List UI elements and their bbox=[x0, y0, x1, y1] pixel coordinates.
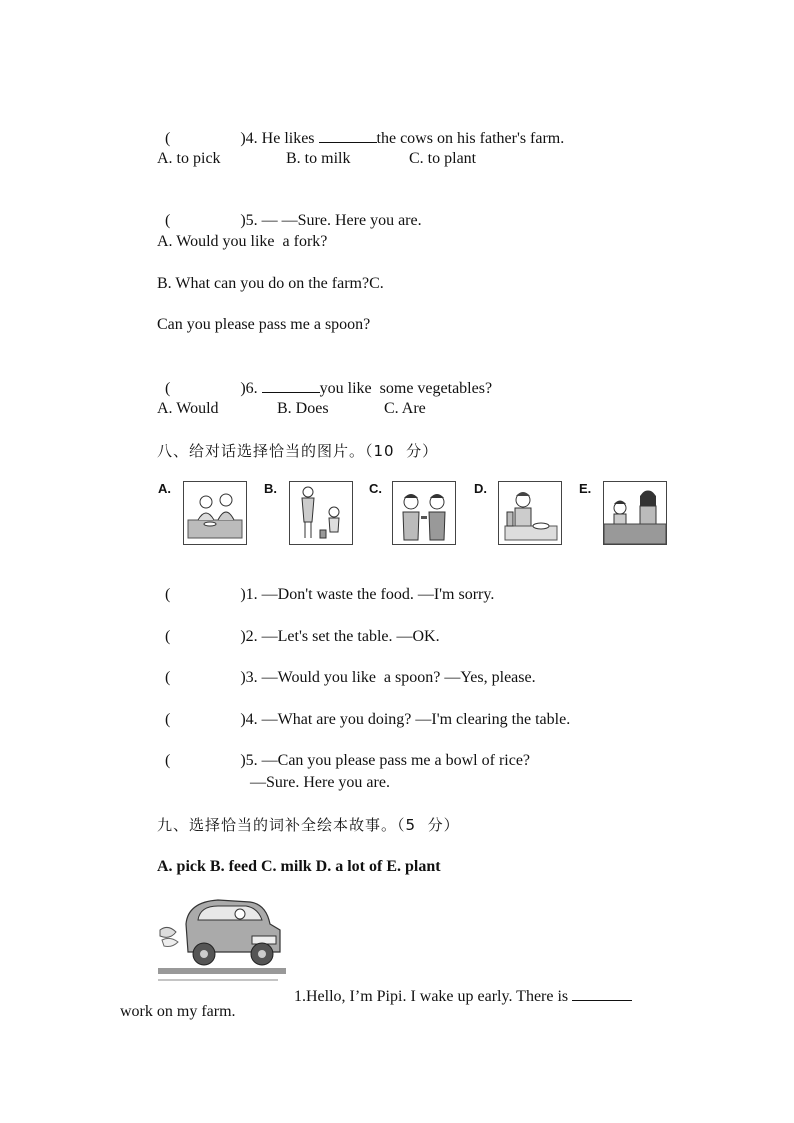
dialog-question-2 bbox=[157, 607, 440, 647]
dialog-question-4 bbox=[157, 690, 570, 730]
dialog-5-reply: —Sure. Here you are. bbox=[250, 774, 390, 791]
dialog-question-5 bbox=[157, 731, 530, 771]
option-b: B. Does bbox=[277, 400, 329, 417]
picture-a-family-dinner bbox=[183, 481, 247, 545]
option-a: A. Would you like a fork? bbox=[157, 233, 328, 250]
answer-paren: ( bbox=[165, 212, 171, 229]
answer-paren: ( bbox=[165, 669, 171, 686]
story-line-1-lead: 1.Hello, I’m Pipi. I wake up early. There is bbox=[294, 988, 573, 1005]
picture-label-a: A. bbox=[158, 481, 171, 496]
option-a: A. Would bbox=[157, 400, 219, 417]
question-5 bbox=[157, 191, 422, 231]
answer-paren: ( bbox=[165, 628, 171, 645]
word-options: A. pick B. feed C. milk D. a lot of E. plant bbox=[157, 858, 441, 875]
question-6 bbox=[157, 357, 492, 399]
dialog-text: )1. —Don't waste the food. —I'm sorry. bbox=[240, 586, 495, 603]
answer-blank[interactable] bbox=[262, 377, 320, 393]
option-c: C. Are bbox=[384, 400, 426, 417]
dialog-text: )3. —Would you like a spoon? —Yes, please. bbox=[240, 669, 536, 686]
section-9-title: 九、选择恰当的词补全绘本故事。（5 分） bbox=[157, 816, 460, 834]
option-b: B. to milk bbox=[286, 150, 351, 167]
option-b: B. What can you do on the farm?C. bbox=[157, 275, 384, 292]
picture-c-two-boys bbox=[392, 481, 456, 545]
answer-paren: ( bbox=[165, 711, 171, 728]
picture-label-e: E. bbox=[579, 481, 592, 496]
picture-label-c: C. bbox=[369, 481, 382, 496]
option-c: Can you please pass me a spoon? bbox=[157, 316, 371, 333]
story-line-1 bbox=[286, 965, 632, 1007]
question-4-stem: )4. He likes bbox=[240, 130, 319, 147]
story-picture-car bbox=[158, 890, 286, 982]
story-line-1-continuation: work on my farm. bbox=[120, 1003, 236, 1020]
dialog-text: )5. —Can you please pass me a bowl of rice? bbox=[240, 752, 531, 769]
option-c: C. to plant bbox=[409, 150, 477, 167]
option-a: A. to pick bbox=[157, 150, 221, 167]
picture-e-girl-and-mother bbox=[603, 481, 667, 545]
picture-label-b: B. bbox=[264, 481, 277, 496]
answer-blank[interactable] bbox=[572, 985, 632, 1001]
picture-d-boy-at-table bbox=[498, 481, 562, 545]
dialog-question-3 bbox=[157, 648, 536, 688]
answer-paren: ( bbox=[165, 752, 171, 769]
question-4 bbox=[157, 107, 564, 149]
answer-paren: ( bbox=[165, 130, 171, 147]
question-6-stem: )6. bbox=[240, 380, 262, 397]
picture-b-mother-and-child bbox=[289, 481, 353, 545]
dialog-question-1 bbox=[157, 565, 494, 605]
dialog-text: )4. —What are you doing? —I'm clearing the table. bbox=[240, 711, 571, 728]
answer-paren: ( bbox=[165, 380, 171, 397]
answer-blank[interactable] bbox=[319, 127, 377, 143]
question-4-tail: the cows on his father's farm. bbox=[376, 130, 565, 147]
section-8-title: 八、给对话选择恰当的图片。（10 分） bbox=[157, 442, 439, 460]
answer-paren: ( bbox=[165, 586, 171, 603]
question-6-tail: you like some vegetables? bbox=[319, 380, 493, 397]
question-5-stem: )5. — —Sure. Here you are. bbox=[240, 212, 422, 229]
dialog-text: )2. —Let's set the table. —OK. bbox=[240, 628, 440, 645]
picture-label-d: D. bbox=[474, 481, 487, 496]
